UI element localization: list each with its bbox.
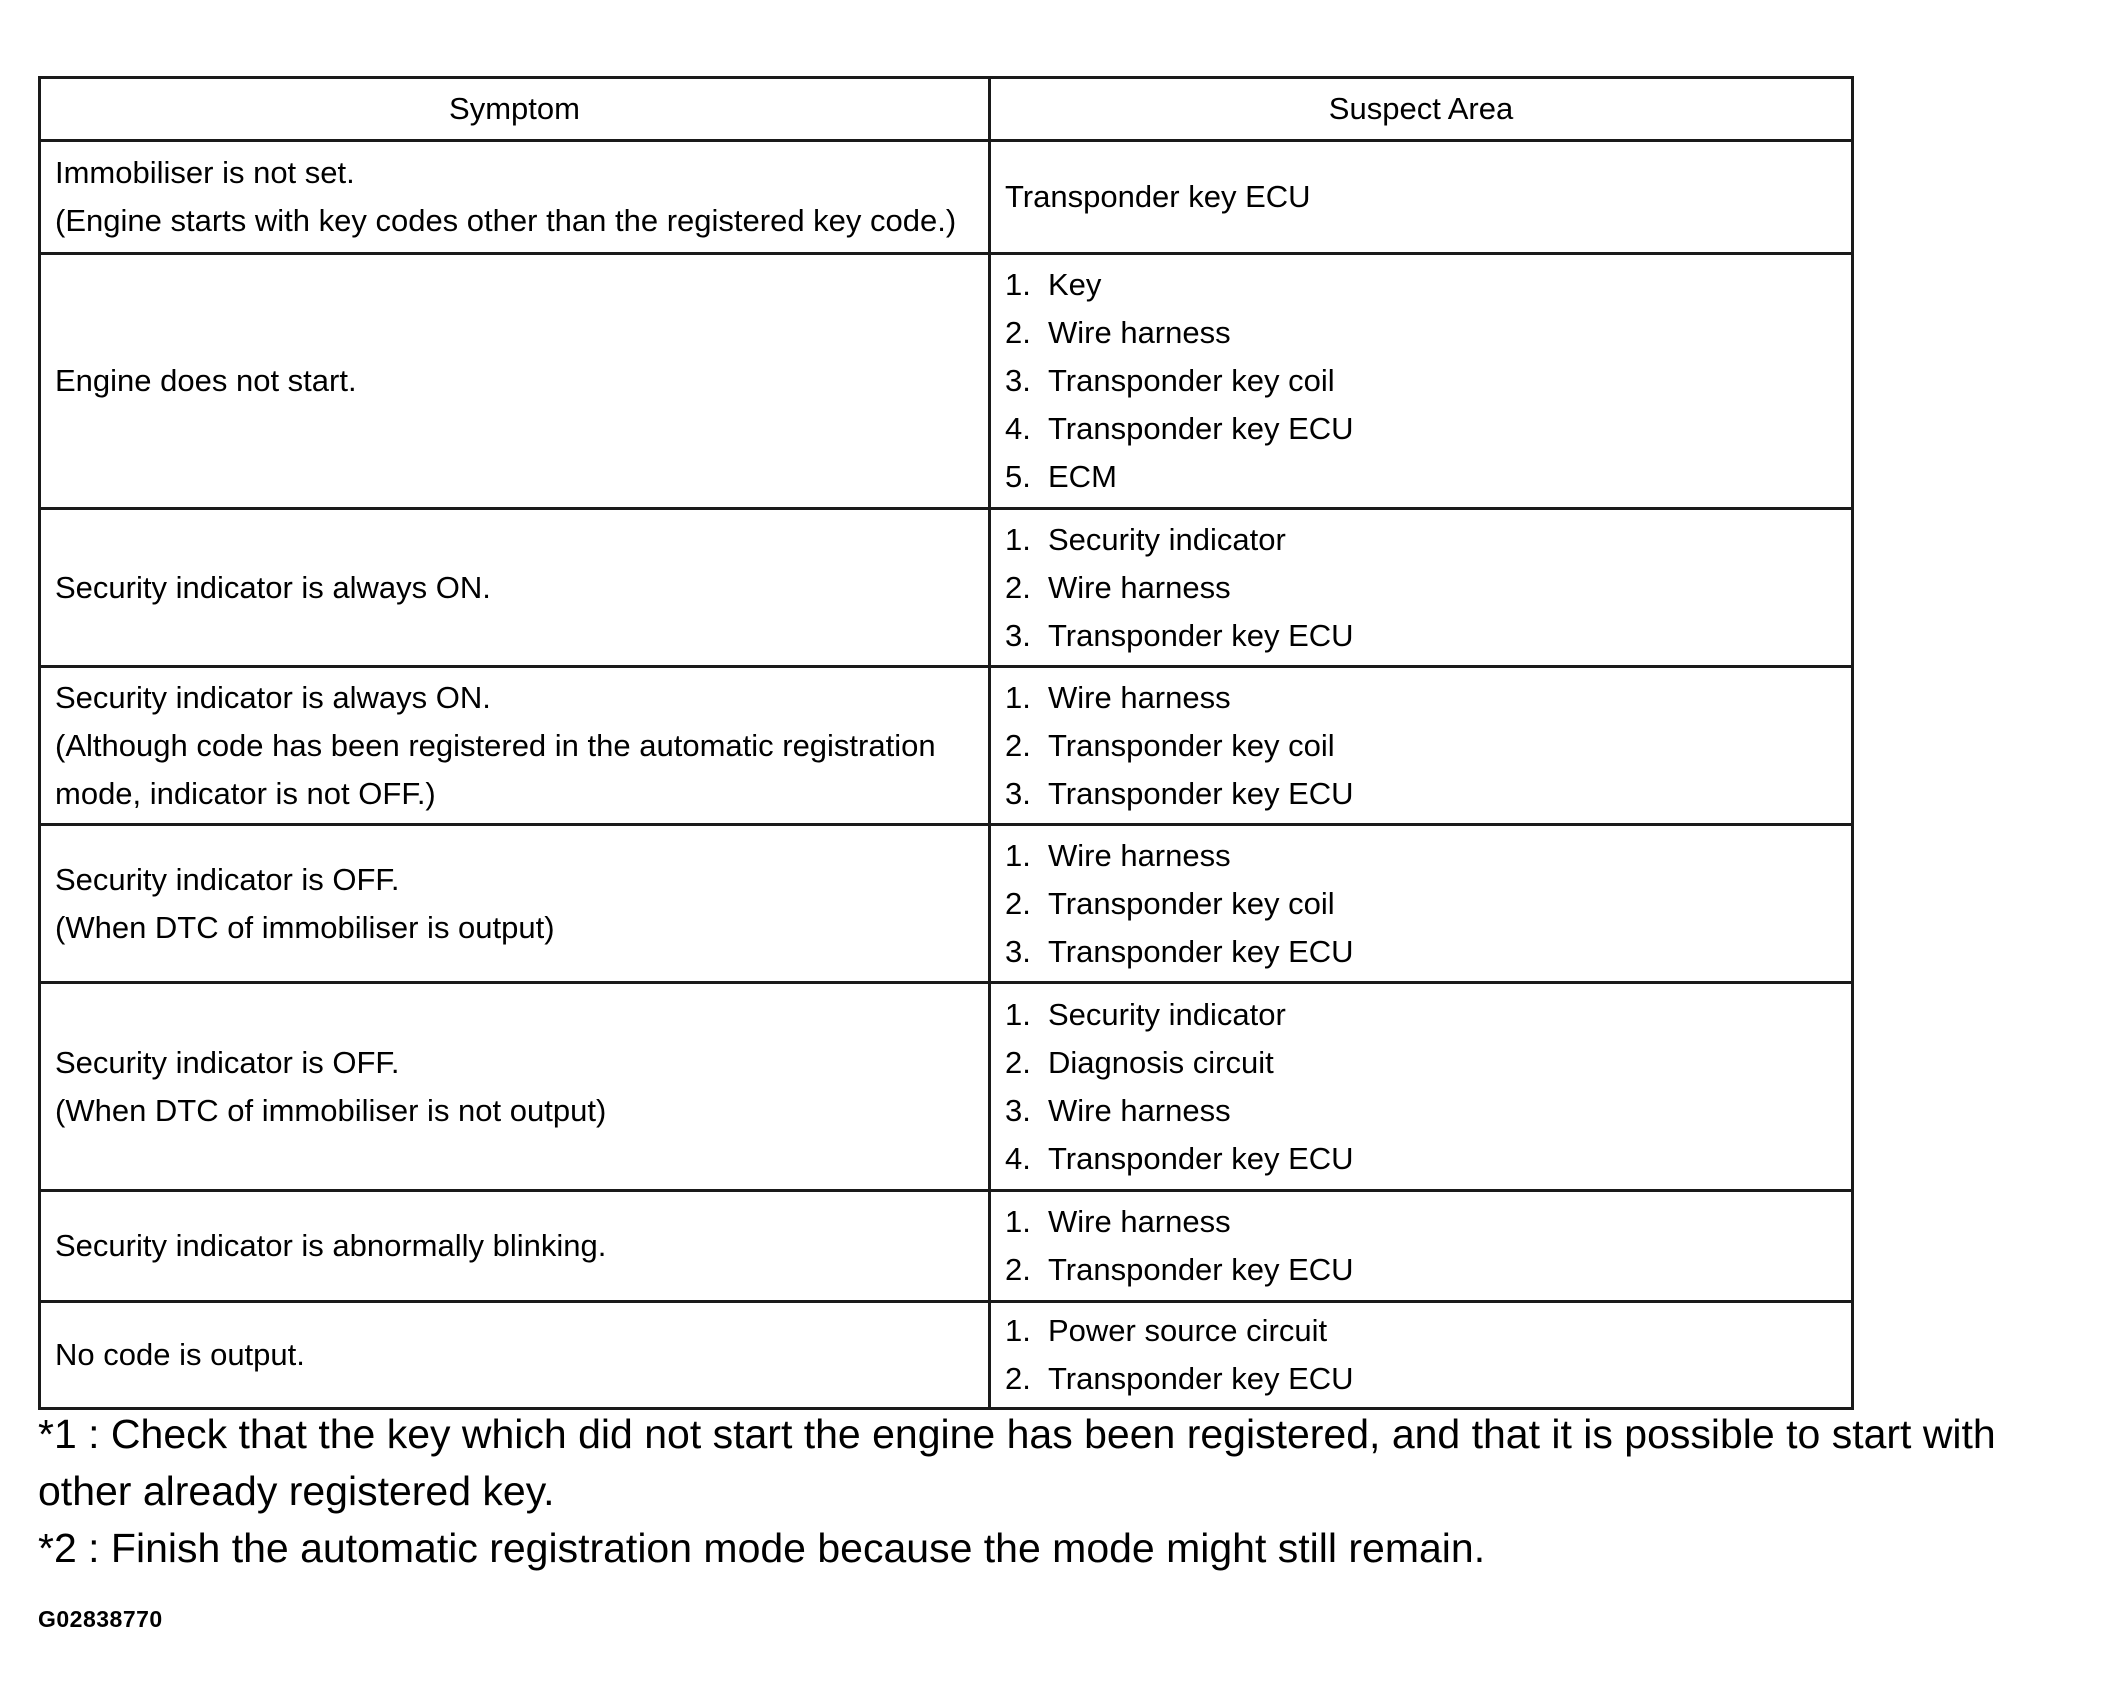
suspect-area-text: Transponder key ECU [1005, 179, 1311, 214]
suspect-area-item [1005, 261, 1837, 309]
item-text: Transponder key coil [1048, 363, 1335, 398]
suspect-area-cell [990, 983, 1853, 1191]
item-number: 5. [1005, 459, 1031, 494]
suspect-area-cell [990, 825, 1853, 983]
symptom-cell [40, 254, 990, 509]
symptom-text: mode, indicator is not OFF.) [55, 775, 436, 811]
header-symptom: Symptom [40, 78, 990, 141]
suspect-area-list [1005, 1198, 1837, 1294]
item-text: Transponder key ECU [1048, 1252, 1354, 1287]
table-body [40, 141, 1853, 1409]
item-number: 1. [1005, 837, 1031, 873]
table-row [40, 254, 1853, 509]
suspect-area-list [1005, 674, 1837, 818]
item-number: 3. [1005, 363, 1031, 398]
suspect-area-cell [990, 1191, 1853, 1302]
suspect-area-list [1005, 516, 1837, 660]
suspect-area-item [1005, 405, 1837, 453]
suspect-area-cell [990, 141, 1853, 254]
suspect-area-item [1005, 564, 1837, 612]
item-text: Transponder key ECU [1048, 933, 1354, 969]
suspect-area-item [1005, 928, 1837, 976]
item-text: Wire harness [1048, 1204, 1231, 1239]
item-text: Transponder key ECU [1048, 411, 1354, 446]
item-text: Wire harness [1048, 569, 1231, 605]
table-row [40, 141, 1853, 254]
footnote-line: *1 : Check that the key which did not start the engine has been registered, and that it is possible to start with [38, 1411, 1996, 1457]
symptom-cell [40, 509, 990, 667]
suspect-area-item [1005, 1135, 1837, 1183]
suspect-area-item [1005, 832, 1837, 880]
table-row [40, 667, 1853, 825]
symptom-text: Security indicator is OFF. [55, 861, 400, 897]
symptom-table [38, 76, 1854, 1410]
suspect-area-item [1005, 991, 1837, 1039]
suspect-area-item [1005, 1246, 1837, 1294]
item-text: Wire harness [1048, 315, 1231, 350]
suspect-area-cell [990, 1302, 1853, 1409]
item-number: 4. [1005, 1140, 1031, 1176]
suspect-area-list [1005, 261, 1837, 501]
symptom-cell [40, 1191, 990, 1302]
table-row [40, 509, 1853, 667]
item-text: Transponder key coil [1048, 885, 1335, 921]
suspect-area-item [1005, 516, 1837, 564]
item-number: 3. [1005, 933, 1031, 969]
symptom-cell [40, 141, 990, 254]
symptom-cell [40, 983, 990, 1191]
item-number: 2. [1005, 315, 1031, 350]
suspect-area-item [1005, 612, 1837, 660]
item-number: 1. [1005, 267, 1031, 302]
item-text: Wire harness [1048, 679, 1231, 715]
item-number: 2. [1005, 885, 1031, 921]
suspect-area-item [1005, 674, 1837, 722]
suspect-area-cell [990, 509, 1853, 667]
footnotes [38, 1406, 2118, 1577]
item-number: 1. [1005, 521, 1031, 557]
footnote-line: other already registered key. [38, 1468, 555, 1514]
item-number: 2. [1005, 1361, 1031, 1396]
symptom-text: (When DTC of immobiliser is output) [55, 909, 555, 945]
symptom-text: Security indicator is always ON. [55, 569, 491, 605]
item-text: Security indicator [1048, 996, 1286, 1032]
symptom-text: Security indicator is OFF. [55, 1044, 400, 1080]
symptom-text: No code is output. [55, 1337, 305, 1372]
suspect-area-item [1005, 1307, 1837, 1355]
symptom-text: Security indicator is abnormally blinking. [55, 1228, 607, 1263]
item-text: Transponder key ECU [1048, 1140, 1354, 1176]
item-text: Key [1048, 267, 1102, 302]
item-text: Transponder key ECU [1048, 775, 1354, 811]
symptom-cell [40, 1302, 990, 1409]
suspect-area-cell [990, 667, 1853, 825]
table-header-row [40, 78, 1853, 141]
item-text: Transponder key ECU [1048, 1361, 1354, 1396]
item-number: 3. [1005, 775, 1031, 811]
suspect-area-item [1005, 1087, 1837, 1135]
item-text: Transponder key ECU [1048, 617, 1354, 653]
item-text: Power source circuit [1048, 1313, 1328, 1348]
item-number: 2. [1005, 569, 1031, 605]
symptom-text: Engine does not start. [55, 363, 357, 398]
symptom-text: (Engine starts with key codes other than the registered key code.) [55, 203, 957, 238]
suspect-area-item [1005, 1198, 1837, 1246]
item-number: 3. [1005, 617, 1031, 653]
item-number: 4. [1005, 411, 1031, 446]
suspect-area-item [1005, 1039, 1837, 1087]
item-number: 2. [1005, 727, 1031, 763]
symptom-text: Security indicator is always ON. [55, 679, 491, 715]
symptom-text: (Although code has been registered in the automatic registration [55, 727, 936, 763]
table-row [40, 825, 1853, 983]
suspect-area-item [1005, 1355, 1837, 1403]
header-suspect-area: Suspect Area [990, 78, 1853, 141]
item-number: 1. [1005, 1313, 1031, 1348]
table-row [40, 983, 1853, 1191]
suspect-area-item [1005, 722, 1837, 770]
item-number: 3. [1005, 1092, 1031, 1128]
table-row [40, 1191, 1853, 1302]
suspect-area-item [1005, 357, 1837, 405]
suspect-area-item [1005, 453, 1837, 501]
item-number: 2. [1005, 1044, 1031, 1080]
suspect-area-item [1005, 309, 1837, 357]
table-row [40, 1302, 1853, 1409]
item-text: Diagnosis circuit [1048, 1044, 1274, 1080]
item-text: ECM [1048, 459, 1117, 494]
item-text: Transponder key coil [1048, 727, 1335, 763]
suspect-area-item [1005, 880, 1837, 928]
item-number: 1. [1005, 996, 1031, 1032]
figure-id: G02838770 [38, 1606, 163, 1632]
item-number: 2. [1005, 1252, 1031, 1287]
symptom-text: Immobiliser is not set. [55, 155, 355, 190]
item-text: Wire harness [1048, 837, 1231, 873]
footnote-line: *2 : Finish the automatic registration mode because the mode might still remain. [38, 1525, 1486, 1571]
suspect-area-item [1005, 770, 1837, 818]
item-text: Security indicator [1048, 521, 1286, 557]
symptom-text: (When DTC of immobiliser is not output) [55, 1092, 607, 1128]
suspect-area-list [1005, 991, 1837, 1183]
suspect-area-list [1005, 1307, 1837, 1403]
item-text: Wire harness [1048, 1092, 1231, 1128]
item-number: 1. [1005, 679, 1031, 715]
symptom-cell [40, 667, 990, 825]
item-number: 1. [1005, 1204, 1031, 1239]
symptom-cell [40, 825, 990, 983]
suspect-area-cell [990, 254, 1853, 509]
suspect-area-list [1005, 832, 1837, 976]
